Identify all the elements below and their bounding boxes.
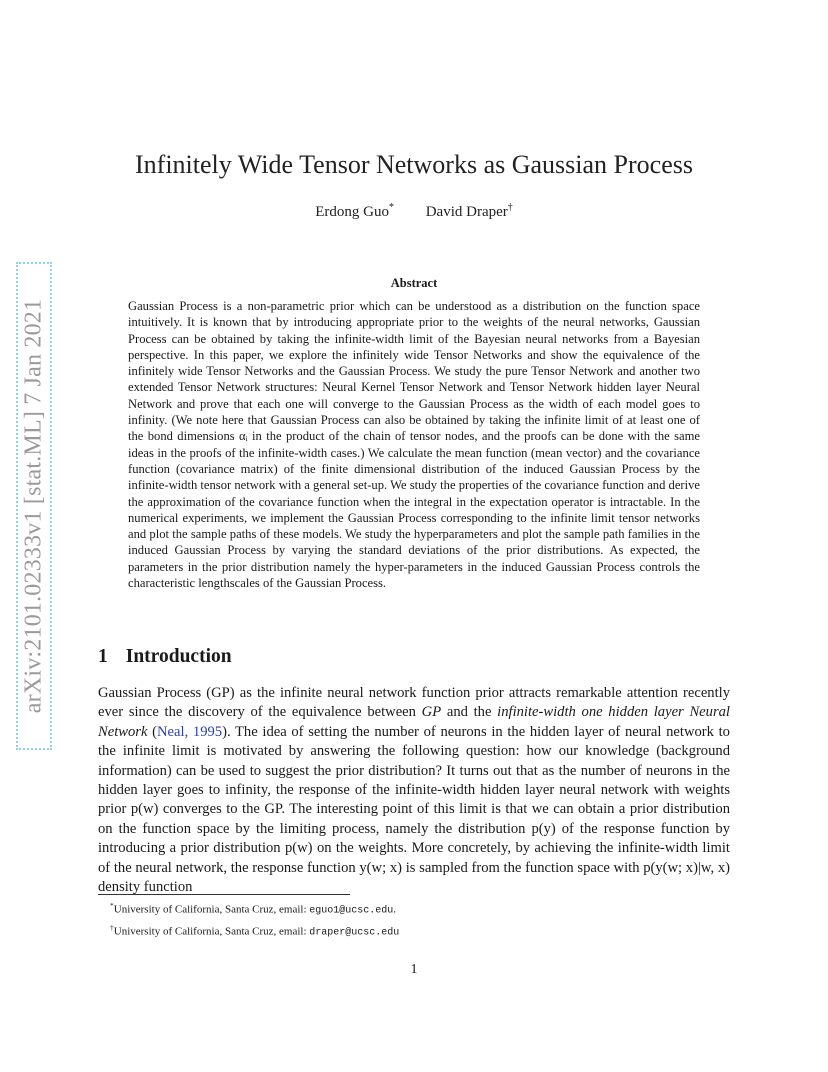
footnote-2-text: University of California, Santa Cruz, email: [113, 925, 310, 938]
intro-emphasis-gp: GP [421, 704, 442, 721]
author-2 [426, 204, 513, 220]
intro-emphasis-title: infinite-width one hidden layer Neural Network [98, 704, 730, 740]
introduction-paragraph [98, 684, 730, 897]
author-1-mark: * [388, 202, 394, 213]
footnote-1 [110, 898, 399, 920]
footnote-2-mark: † [110, 922, 114, 932]
intro-text-part2: and the [441, 704, 498, 721]
paper-title: Infinitely Wide Tensor Networks as Gaussian Process [135, 150, 693, 179]
section-heading [98, 646, 232, 668]
footnotes [110, 898, 399, 941]
footnote-1-end: . [393, 903, 397, 916]
footnote-1-text: University of California, Santa Cruz, email: [113, 903, 310, 916]
intro-text-part3: ( [147, 723, 158, 740]
author-1 [315, 204, 394, 220]
abstract-heading: Abstract [390, 276, 438, 290]
section-title: Introduction [125, 646, 232, 667]
footnote-1-mark: * [110, 901, 114, 910]
abstract-text: Gaussian Process is a non-parametric prior which can be understood as a distribution on the function space intuitively. It is known that by introducing appropriate prior to the weights of the neural networks, Gaussian Process can be obtained by taking the infinite-width limit of the Bayesian neural networks from a Bayesian perspective. In this paper, we explore the infinitely wide Tensor Networks and show the equivalence of the infinitely wide Tensor Networks and the Gaussian Process. We study the pure Tensor Network and another two extended Tensor Network structures: Neural Kernel Tensor Network and Tensor Network hidden layer Neural Network and prove that each one will converge to the Gaussian Process as the width of each model goes to infinity. (We note here that Gaussian Process can also be obtained by taking the infinite limit of at least one of the bond dimensions αᵢ in the product of the chain of tensor nodes, and the proofs can be done with the same ideas in the proofs of the infinite-width cases.) We calculate the mean function (mean vector) and the covariance function (covariance matrix) of the finite dimensional distribution of the induced Gaussian Process by the infinite-width tensor network with a general set-up. We study the properties of the covariance function and derive the approximation of the covariance function when the integral in the expectation operator is intractable. In the numerical experiments, we implement the Gaussian Process corresponding to the infinite limit tensor networks and plot the sample paths of these models. We study the hyperparameters and plot the sample path families in the induced Gaussian Process by varying the standard deviations of the prior distributions. As expected, the parameters in the prior distribution namely the hyper-parameters in the induced Gaussian Process controls the characteristic lengthscales of the Gaussian Process. [128, 299, 700, 591]
footnote-rule [98, 894, 350, 895]
footnote-1-email: eguo1@ucsc.edu [309, 905, 394, 917]
section-number: 1 [98, 646, 108, 667]
footnote-2 [110, 920, 399, 942]
citation-link-neal-1995[interactable]: Neal, 1995 [157, 723, 223, 740]
arxiv-identifier-stamp: arXiv:2101.02333v1 [stat.ML] 7 Jan 2021 [20, 298, 47, 714]
intro-text-part4: ). The idea of setting the number of neurons in the hidden layer of neural network to the infinite limit is motivated by answering the following question: how our knowledge (background information) can be used to suggest the prior distribution? It turns out that as the number of neurons in the hidden layer goes to infinity, the response of the infinite-width hidden layer neural network with weights prior p(w) converges to the GP. The interesting point of this limit is that we can obtain a prior distribution on the function space by the limiting process, namely the distribution p(y) of the response function by introducing a prior distribution p(w) on the weights. More concretely, by achieving the infinite-width limit of the neural network, the response function y(w; x) is sampled from the function space with p(y(w; x)|w, x) density function [98, 723, 730, 896]
author-list [100, 202, 728, 221]
author-1-name: Erdong Guo [315, 204, 389, 220]
page-number: 1 [410, 962, 418, 977]
footnote-2-email: draper@ucsc.edu [309, 927, 400, 939]
intro-text-part1: Gaussian Process (GP) as the infinite neural network function prior attracts remarkable attention recently ever since the discovery of the equivalence between [98, 685, 730, 721]
author-2-mark: † [507, 202, 513, 213]
author-2-name: David Draper [425, 204, 508, 220]
